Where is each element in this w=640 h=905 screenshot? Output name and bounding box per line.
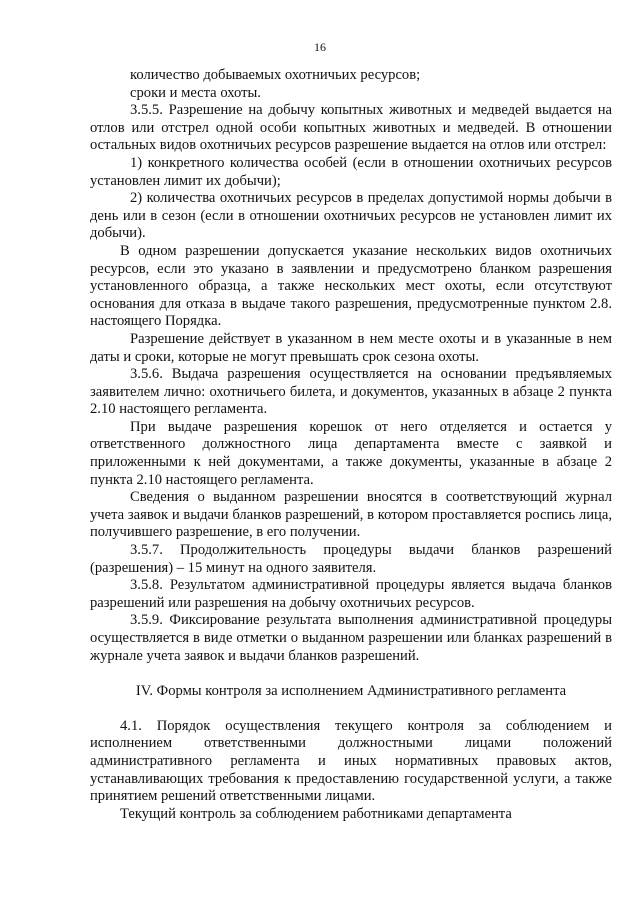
paragraph: 3.5.9. Фиксирование результата выполнения административной процедуры осуществляется в виде отметки о выданном разрешении или бланках разрешений в журнале учета заявок и выдачи бланков разрешений.: [90, 612, 612, 664]
paragraph: Разрешение действует в указанном в нем месте охоты и в указанные в нем даты и сроки, которые не могут превышать срок сезона охоты.: [90, 330, 612, 365]
paragraph: 4.1. Порядок осуществления текущего контроля за соблюдением и исполнением ответственными должностными лицами положений административного регламента и иных нормативных правовых актов, устанавливающих требования к предоставлению государственной услуги, а также принятием решений ответственными лицами.: [90, 717, 612, 805]
paragraph: 3.5.6. Выдача разрешения осуществляется на основании предъявляемых заявителем лично: охотничьего билета, и документов, указанных в абзаце 2 пункта 2.10 настоящего регламента.: [90, 366, 612, 418]
paragraph: сроки и места охоты.: [130, 84, 261, 101]
paragraph: 2) количества охотничьих ресурсов в пределах допустимой нормы добычи в день или в сезон (если в отношении охотничьих ресурсов не установлен лимит их добычи).: [90, 190, 612, 242]
page-number: 16: [314, 40, 326, 54]
paragraphs-before: [90, 67, 612, 665]
paragraph: 3.5.5. Разрешение на добычу копытных животных и медведей выдается на отлов или отстрел одной особи копытных животных и медведей. В отношении остальных видов охотничьих ресурсов разрешение выдается на отлов или отстрел:: [90, 102, 612, 154]
paragraph: В одном разрешении допускается указание нескольких видов охотничьих ресурсов, если это указано в заявлении и предусмотрено бланком разрешения установленного образца, а также нескольких мест охоты, если отсутствуют основания для отказа в выдаче такого разрешения, предусмотренные пунктом 2.8. настоящего Порядка.: [90, 242, 612, 330]
paragraph: При выдаче разрешения корешок от него отделяется и остается у ответственного должностного лица департамента вместе с заявкой и приложенными к ней документами, а также документы, указанные в абзаце 2 пункта 2.10 настоящего регламента.: [90, 418, 612, 488]
paragraph: 3.5.7. Продолжительность процедуры выдачи бланков разрешений (разрешения) – 15 минут на одного заявителя.: [90, 542, 612, 576]
section-heading: IV. Формы контроля за исполнением Административного регламента: [135, 683, 567, 700]
paragraphs-after: [90, 718, 612, 824]
paragraph: Сведения о выданном разрешении вносятся в соответствующий журнал учета заявок и выдачи бланков разрешений, в котором проставляется роспись лица, получившего разрешение, в его получении.: [90, 489, 612, 541]
paragraph: Текущий контроль за соблюдением работниками департамента: [120, 805, 512, 822]
document-body: [90, 67, 612, 823]
paragraph: 3.5.8. Результатом административной процедуры является выдача бланков разрешений или разрешения на добычу охотничьих ресурсов.: [90, 577, 612, 611]
paragraph: 1) конкретного количества особей (если в отношении охотничьих ресурсов установлен лимит их добычи);: [90, 154, 612, 189]
paragraph: количество добываемых охотничьих ресурсов;: [130, 67, 421, 83]
